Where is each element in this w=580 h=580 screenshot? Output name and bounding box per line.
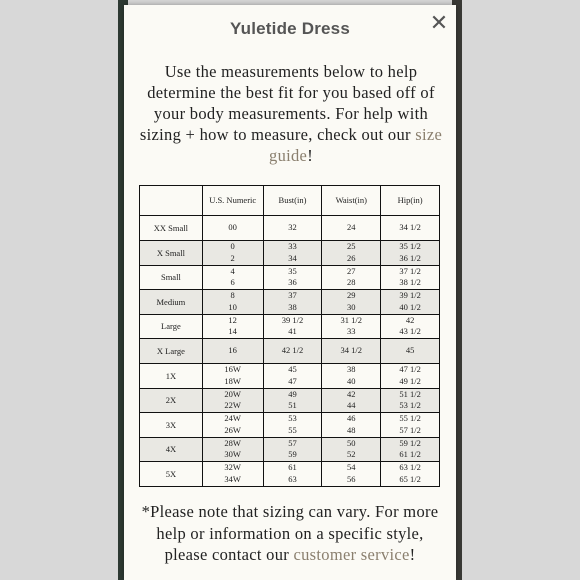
- waist-value: 50: [347, 437, 356, 448]
- hip-value: 43 1/2: [399, 326, 421, 337]
- numeric-value: 24W: [224, 413, 241, 424]
- table-row: [140, 216, 440, 241]
- table-row: [140, 290, 440, 315]
- bust-value: 38: [288, 301, 297, 312]
- numeric-cell: [202, 388, 263, 413]
- bust-cell: [263, 437, 322, 462]
- waist-value: 42: [347, 388, 356, 399]
- waist-value: 34 1/2: [340, 345, 363, 356]
- numeric-value: 22W: [224, 400, 241, 411]
- waist-value: 27: [347, 265, 356, 276]
- numeric-value: 14: [228, 326, 237, 337]
- hip-cell: [381, 437, 440, 462]
- size-cell: 4X: [140, 437, 203, 462]
- size-guide-link[interactable]: size guide: [269, 125, 443, 165]
- table-row: [140, 388, 440, 413]
- intro-end: !: [307, 146, 313, 165]
- hip-cell: [381, 339, 440, 364]
- hip-value: 61 1/2: [399, 449, 421, 460]
- header-waist: [322, 186, 381, 216]
- numeric-cell: [202, 364, 263, 389]
- footer-end: !: [409, 545, 416, 564]
- hip-value: 59 1/2: [399, 437, 421, 448]
- waist-cell: [322, 388, 381, 413]
- intro-text: [136, 61, 446, 166]
- bust-cell: [263, 216, 322, 241]
- size-cell: 2X: [140, 388, 203, 413]
- table-row: [140, 265, 440, 290]
- hip-cell: [381, 314, 440, 339]
- numeric-value: 10: [228, 301, 237, 312]
- waist-value: 56: [347, 473, 356, 484]
- waist-value: 31 1/2: [340, 314, 363, 325]
- intro-body: Use the measurements below to help determine the best fit for you based off of your body measurements. For help with sizing + how to measure, check out our: [139, 62, 435, 144]
- numeric-value: 8: [230, 290, 235, 301]
- bust-value: 49: [288, 388, 297, 399]
- waist-cell: [322, 241, 381, 266]
- hip-cell: [381, 388, 440, 413]
- numeric-value: 30W: [224, 449, 241, 460]
- size-cell: 3X: [140, 413, 203, 438]
- table-body: [140, 216, 440, 487]
- size-table-wrapper: [139, 185, 440, 487]
- numeric-value: 18W: [224, 375, 241, 386]
- bust-cell: [263, 364, 322, 389]
- numeric-value: 12: [228, 314, 237, 325]
- waist-value: 25: [347, 241, 356, 252]
- header-label: Waist: [335, 195, 355, 205]
- table-header-row: [140, 186, 440, 216]
- size-cell: X Small: [140, 241, 203, 266]
- bust-value: 33: [288, 241, 297, 252]
- bust-cell: [263, 290, 322, 315]
- table-row: [140, 364, 440, 389]
- size-cell: X Large: [140, 339, 203, 364]
- hip-value: 37 1/2: [399, 265, 421, 276]
- waist-value: 28: [347, 277, 356, 288]
- bust-value: 39 1/2: [281, 314, 304, 325]
- hip-value: 53 1/2: [399, 400, 421, 411]
- waist-cell: [322, 462, 381, 487]
- waist-cell: [322, 413, 381, 438]
- hip-value: 55 1/2: [399, 413, 421, 424]
- table-row: [140, 339, 440, 364]
- bust-cell: [263, 388, 322, 413]
- bust-value: 47: [288, 375, 297, 386]
- hip-value: 42: [405, 314, 415, 325]
- numeric-value: 6: [230, 277, 235, 288]
- hip-value: 35 1/2: [399, 241, 421, 252]
- table-row: [140, 241, 440, 266]
- numeric-value: 00: [228, 222, 237, 233]
- table-row: [140, 437, 440, 462]
- header-bust: [263, 186, 322, 216]
- bust-value: 36: [288, 277, 297, 288]
- bust-value: 53: [288, 413, 297, 424]
- hip-value: 39 1/2: [399, 290, 421, 301]
- bust-value: 57: [288, 437, 297, 448]
- waist-cell: [322, 290, 381, 315]
- bust-value: 45: [288, 364, 297, 375]
- bust-value: 55: [288, 424, 297, 435]
- waist-cell: [322, 216, 381, 241]
- header-hip: [381, 186, 440, 216]
- numeric-cell: [202, 216, 263, 241]
- waist-value: 46: [347, 413, 356, 424]
- numeric-cell: [202, 265, 263, 290]
- waist-value: 38: [347, 364, 356, 375]
- size-table: [139, 185, 440, 487]
- footer-note: [134, 501, 446, 566]
- waist-value: 44: [347, 400, 356, 411]
- hip-value: 40 1/2: [399, 301, 421, 312]
- hip-value: 51 1/2: [399, 388, 421, 399]
- size-cell: Small: [140, 265, 203, 290]
- bust-value: 61: [288, 462, 297, 473]
- header-unit: (in): [294, 195, 307, 205]
- hip-value: 65 1/2: [399, 473, 421, 484]
- waist-cell: [322, 265, 381, 290]
- numeric-value: 28W: [224, 437, 241, 448]
- hip-cell: [381, 462, 440, 487]
- numeric-value: 4: [230, 265, 235, 276]
- waist-value: 26: [347, 252, 356, 263]
- hip-value: 63 1/2: [399, 462, 421, 473]
- bust-value: 37: [288, 290, 297, 301]
- hip-value: 34 1/2: [399, 222, 421, 233]
- hip-cell: [381, 364, 440, 389]
- header-label: Bust: [278, 195, 295, 205]
- hip-value: 57 1/2: [399, 424, 421, 435]
- bust-cell: [263, 265, 322, 290]
- table-row: [140, 314, 440, 339]
- numeric-cell: [202, 314, 263, 339]
- bust-value: 34: [288, 252, 297, 263]
- hip-cell: [381, 216, 440, 241]
- size-cell: Medium: [140, 290, 203, 315]
- header-label: Hip: [397, 195, 411, 205]
- size-chart-modal: [124, 5, 456, 580]
- numeric-value: 0: [230, 241, 235, 252]
- waist-value: 24: [347, 222, 356, 233]
- waist-cell: [322, 437, 381, 462]
- numeric-cell: [202, 437, 263, 462]
- waist-value: 29: [347, 290, 356, 301]
- hip-value: 47 1/2: [399, 364, 421, 375]
- bust-cell: [263, 314, 322, 339]
- size-cell: 5X: [140, 462, 203, 487]
- numeric-cell: [202, 462, 263, 487]
- numeric-value: 32W: [224, 462, 241, 473]
- bust-value: 32: [288, 222, 297, 233]
- numeric-value: 26W: [224, 424, 241, 435]
- waist-value: 52: [347, 449, 356, 460]
- header-unit: (in): [354, 195, 367, 205]
- bust-value: 63: [288, 473, 297, 484]
- hip-cell: [381, 265, 440, 290]
- hip-cell: [381, 241, 440, 266]
- hip-value: 38 1/2: [399, 277, 421, 288]
- hip-value: 45: [405, 345, 415, 356]
- bust-value: 35: [288, 265, 297, 276]
- bust-value: 51: [288, 400, 297, 411]
- size-cell: 1X: [140, 364, 203, 389]
- bust-value: 42 1/2: [281, 345, 304, 356]
- hip-value: 49 1/2: [399, 375, 421, 386]
- header-unit: (in): [410, 195, 423, 205]
- bust-value: 59: [288, 449, 297, 460]
- footer-body: *Please note that sizing can vary. For more help or information on a specific style, please contact our: [141, 502, 439, 564]
- numeric-cell: [202, 413, 263, 438]
- modal-title: Yuletide Dress: [230, 19, 350, 38]
- bust-cell: [263, 241, 322, 266]
- waist-value: 54: [347, 462, 356, 473]
- numeric-value: 16W: [224, 364, 241, 375]
- close-icon[interactable]: ✕: [429, 11, 449, 36]
- header-label: U.S. Numeric: [209, 195, 257, 205]
- bust-cell: [263, 462, 322, 487]
- numeric-cell: [202, 241, 263, 266]
- numeric-cell: [202, 290, 263, 315]
- numeric-value: 20W: [224, 388, 241, 399]
- bust-cell: [263, 339, 322, 364]
- waist-cell: [322, 364, 381, 389]
- header-size: [140, 186, 203, 216]
- numeric-value: 2: [230, 252, 235, 263]
- bust-cell: [263, 413, 322, 438]
- header-numeric: [202, 186, 263, 216]
- waist-value: 48: [347, 424, 356, 435]
- waist-value: 30: [347, 301, 356, 312]
- table-row: [140, 462, 440, 487]
- table-row: [140, 413, 440, 438]
- size-cell: XX Small: [140, 216, 203, 241]
- bust-value: 41: [288, 326, 297, 337]
- hip-cell: [381, 413, 440, 438]
- numeric-value: 34W: [224, 473, 241, 484]
- waist-cell: [322, 314, 381, 339]
- hip-cell: [381, 290, 440, 315]
- size-cell: Large: [140, 314, 203, 339]
- customer-service-link[interactable]: customer service: [293, 545, 410, 564]
- hip-value: 36 1/2: [399, 252, 421, 263]
- numeric-cell: [202, 339, 263, 364]
- waist-value: 33: [347, 326, 356, 337]
- waist-value: 40: [347, 375, 356, 386]
- waist-cell: [322, 339, 381, 364]
- numeric-value: 16: [228, 345, 237, 356]
